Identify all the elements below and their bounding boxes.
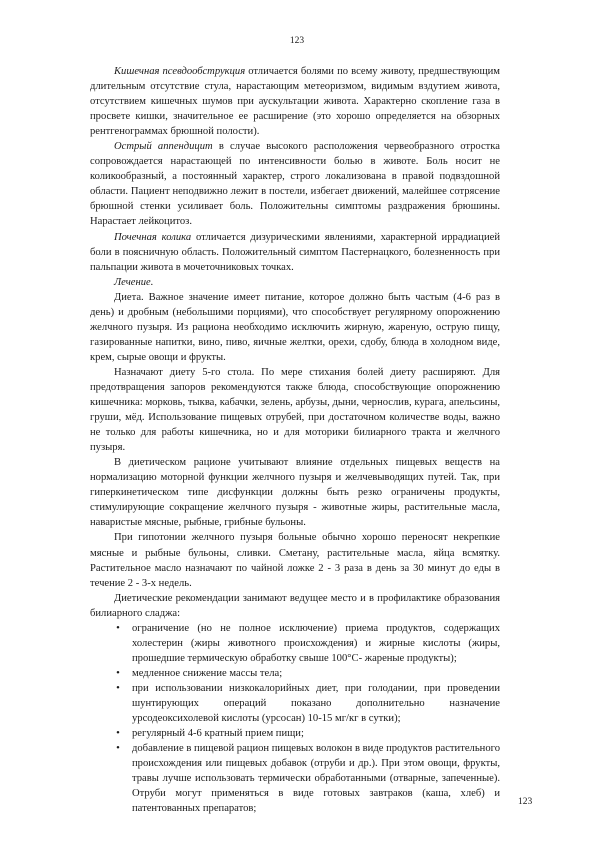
list-item	[90, 726, 500, 741]
paragraph-hypotonia: При гипотонии желчного пузыря больные обычно хорошо переносят некрепкие мясные и рыбные бульоны, сливки. Сметану, растительные масла, яйца всмятку. Растительное масло назначают по чайной ложке 2 - 3 раза в день за 30 минут до еды в течение 2 - 3-х недель.	[90, 532, 500, 589]
list-item-text: медленное снижение массы тела;	[132, 667, 283, 679]
page-number-bottom: 123	[518, 797, 533, 807]
list-item-text: регулярный 4-6 кратный прием пищи;	[132, 728, 304, 740]
bullet-icon: •	[116, 667, 120, 679]
bullet-icon: •	[116, 682, 120, 694]
list-item	[90, 741, 500, 816]
list-item-text: при использовании низкокалорийных диет, при голодании, при проведении шунтирующих операций показано дополнительно назначение урсодеоксихолевой кислоты (урсосан) 10-15 мг/кг в сутки);	[132, 682, 500, 725]
paragraph-text: отличается дизурическими явлениями, характерной иррадиацией боли в поясничную область. Положительный симптом Пастернацкого, болезненность при пальпации живота в мочеточниковых точках.	[90, 231, 500, 273]
bullet-icon: •	[116, 728, 120, 740]
list-item-text: ограничение (но не полное исключение) приема продуктов, содержащих холестерин (жиры животного происхождения) и жирные кислоты (жиры, прошедшие термическую обработку свыше 100°С- жареные продукты);	[132, 622, 500, 664]
treatment-heading-text: Лечение.	[114, 276, 154, 288]
paragraph-intestinal-pseudoobstruction	[90, 64, 500, 139]
page-number-top: 123	[289, 36, 305, 46]
term-intestinal-pseudoobstruction: Кишечная псевдообструкция	[114, 66, 246, 77]
paragraph-sludge-prevention: Диетические рекомендации занимают ведущее место и в профилактике образования билиарного сладжа:	[90, 592, 500, 619]
paragraph-renal-colic	[90, 230, 500, 275]
paragraph-acute-appendicitis	[90, 139, 500, 229]
list-item	[90, 681, 500, 726]
paragraph-text: отличается болями по всему животу, предшествующим длительным отсутствие стула, нарастающим метеоризмом, видимым вздутием живота, отсутствием кишечных шумов при аускультации живота. Характерно скопление газа в просвете кишки, значительное ее расширение (это хорошо определяется на обзорных рентгенограммах брюшной полости).	[90, 66, 500, 138]
list-item-text: добавление в пищевой рацион пищевых волокон в виде продуктов растительного происхождения или пищевых добавок (отруби и др.). При этом овощи, фрукты, травы лучше использовать термически обработанными (отварные, запеченные). Отруби могут применяться в виде готовых завтраков (каша, хлеб) и патентованных препаратов;	[132, 743, 500, 815]
treatment-heading	[90, 275, 500, 290]
paragraph-diet: Диета. Важное значение имеет питание, которое должно быть частым (4-6 раз в день) и дробным (небольшими порциями), что способствует регулярному опорожнению желчного пузыря. Из рациона необходимо исключить жирную, жареную, острую пищу, газированные напитки, вино, пиво, яичные желтки, орехи, сдобу, блюда в холодном виде, крем, сырые овощи и фрукты.	[90, 291, 500, 363]
list-item	[90, 621, 500, 666]
term-renal-colic: Почечная колика	[114, 231, 192, 243]
list-item	[90, 666, 500, 681]
bullet-icon: •	[116, 622, 120, 634]
page-body	[90, 64, 500, 816]
term-acute-appendicitis: Острый аппендицит	[114, 141, 213, 153]
recommendations-list	[90, 621, 500, 817]
paragraph-diet-table-5: Назначают диету 5-го стола. По мере стихания болей диету расширяют. Для предотвращения запоров рекомендуются также блюда, способствующие опорожнению кишечника: морковь, тыква, кабачки, зелень, арбузы, дыни, чернослив, курага, апельсины, груши, мёд. Использование пищевых отрубей, при достаточном количестве воды, важно не только для работы кишечника, но и для моторики билиарного тракта и желчного пузыря.	[90, 366, 500, 454]
paragraph-dietary-influence: В диетическом рационе учитывают влияние отдельных пищевых веществ на нормализацию моторной функции желчного пузыря и желчевыводящих путей. Так, при гиперкинетическом типе дисфункции должны быть резко ограничены продукты, стимулирующие сокращение желчного пузыря - животные жиры, растительные масла, наваристые мясные, рыбные, грибные бульоны.	[90, 457, 500, 529]
paragraph-text: в случае высокого расположения червеобразного отростка сопровождается нарастающей по интенсивности болью в животе. Боль носит не коликообразный, а постоянный характер, строго локализована в правой подвздошной области. Пациент неподвижно лежит в постели, избегает движений, малейшее сотрясение брюшной стенки усиливает боль. Положительны симптомы раздражения брюшины. Нарастает лейкоцитоз.	[90, 141, 500, 228]
bullet-icon: •	[116, 743, 120, 755]
